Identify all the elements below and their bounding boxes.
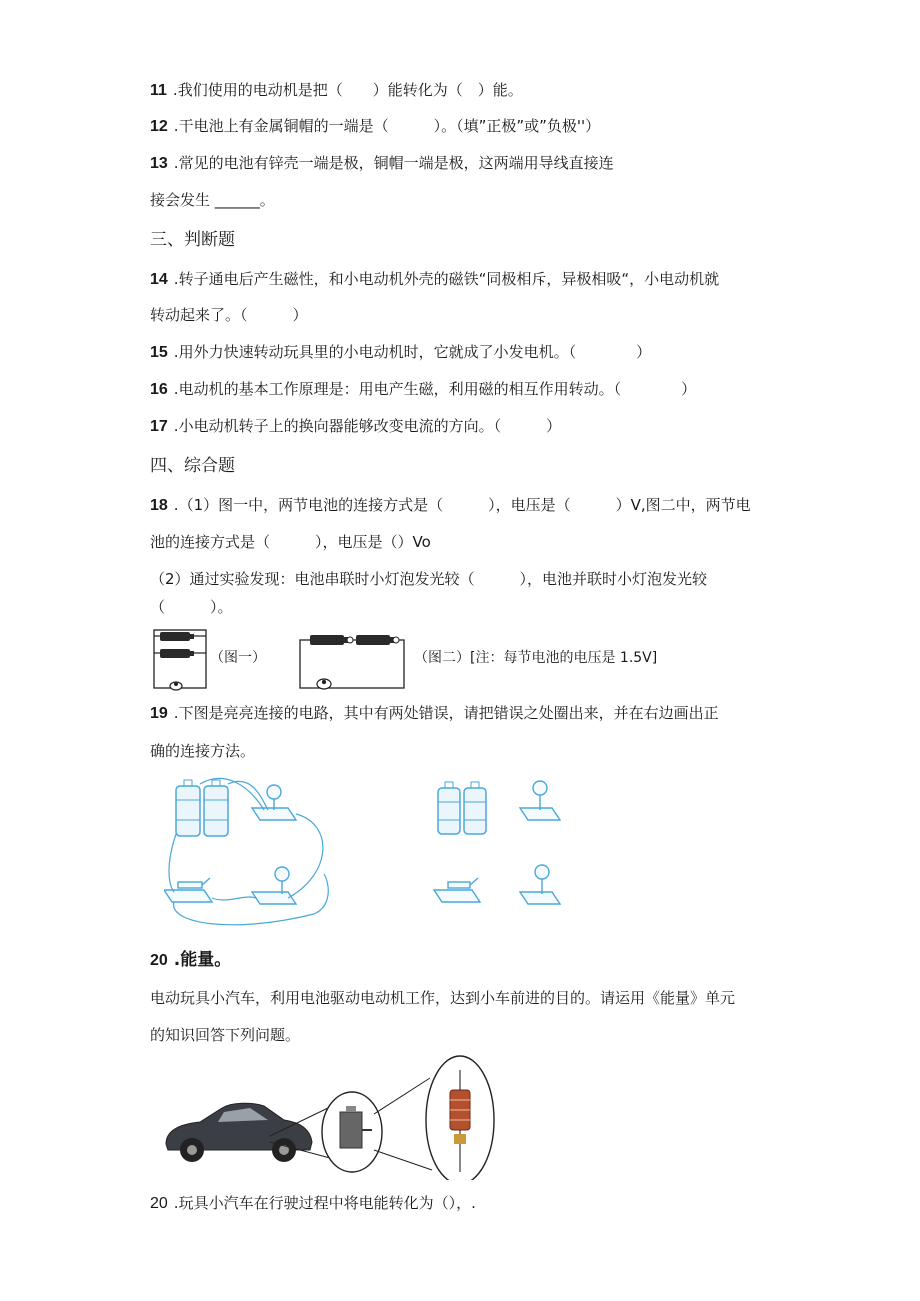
question-heading-text: .能量。 [173, 950, 232, 970]
toy-car-motor-illustration [160, 1050, 500, 1180]
question-number: 17 [150, 418, 168, 435]
question-18-part2-continuation: （ ）。 [150, 598, 233, 616]
question-number: 19 [150, 705, 168, 722]
question-number: 11 [150, 82, 167, 99]
question-number: 20 [150, 952, 168, 969]
question-text: .转子通电后产生磁性，和小电动机外壳的磁铁“同极相斥，异极相吸“，小电动机就 [173, 270, 720, 288]
question-number: 18 [150, 497, 168, 514]
question-number: 12 [150, 118, 168, 135]
correct-circuit-drawing-area [432, 776, 562, 910]
question-number: 15 [150, 344, 168, 361]
question-14 [150, 269, 719, 290]
question-13-continuation: 接会发生 ______。 [150, 191, 275, 209]
figure-2-series-circuit [296, 628, 408, 692]
section-title-judgement: 三、判断题 [150, 230, 235, 250]
wrong-circuit-diagram [164, 774, 336, 934]
question-number: 20 [150, 1195, 168, 1212]
question-text: .（1）图一中，两节电池的连接方式是（ ），电压是（ ）V,图二中，两节电 [173, 496, 751, 514]
question-20-intro-continuation: 的知识回答下列问题。 [150, 1026, 301, 1044]
question-text: .常见的电池有锌壳一端是极，铜帽一端是极，这两端用导线直接连 [173, 154, 614, 172]
figure-2-label: （图二）[注：每节电池的电压是 1.5V] [414, 650, 658, 666]
question-number: 13 [150, 155, 168, 172]
question-19-continuation: 确的连接方法。 [150, 742, 256, 760]
question-text: .玩具小汽车在行驶过程中将电能转化为（），. [173, 1194, 476, 1212]
question-20-intro: 电动玩具小汽车，利用电池驱动电动机工作，达到小车前进的目的。请运用《能量》单元 [150, 989, 736, 1007]
question-18 [150, 495, 751, 516]
question-text: .干电池上有金属铜帽的一端是（ ）。（填”正极”或”负极''） [173, 117, 601, 135]
figure-1-label: （图一） [210, 650, 266, 666]
question-text: .我们使用的电动机是把（ ）能转化为（ ）能。 [172, 81, 523, 99]
question-text: .用外力快速转动玩具里的小电动机时，它就成了小发电机。（ ） [173, 343, 652, 361]
question-12 [150, 116, 600, 137]
question-16 [150, 379, 696, 400]
question-text: .下图是亮亮连接的电路，其中有两处错误，请把错误之处圈出来，并在右边画出正 [173, 704, 719, 722]
question-20-heading [150, 950, 231, 971]
question-20-sub [150, 1193, 476, 1214]
question-11 [150, 80, 523, 101]
question-18-continuation: 池的连接方式是（ ），电压是（）Vo [150, 533, 431, 551]
question-14-continuation: 转动起来了。（ ） [150, 306, 308, 324]
question-19 [150, 703, 719, 724]
question-number: 14 [150, 271, 168, 288]
question-number: 16 [150, 381, 168, 398]
question-text: .小电动机转子上的换向器能够改变电流的方向。（ ） [173, 417, 562, 435]
question-text: .电动机的基本工作原理是：用电产生磁，利用磁的相互作用转动。（ ） [173, 380, 697, 398]
question-17 [150, 416, 561, 437]
question-18-part2: （2）通过实验发现：电池串联时小灯泡发光较（ ），电池并联时小灯泡发光较 [150, 570, 708, 588]
question-15 [150, 342, 651, 363]
question-13 [150, 153, 614, 174]
section-title-comprehensive: 四、综合题 [150, 456, 235, 476]
figure-1-parallel-circuit [150, 626, 210, 692]
